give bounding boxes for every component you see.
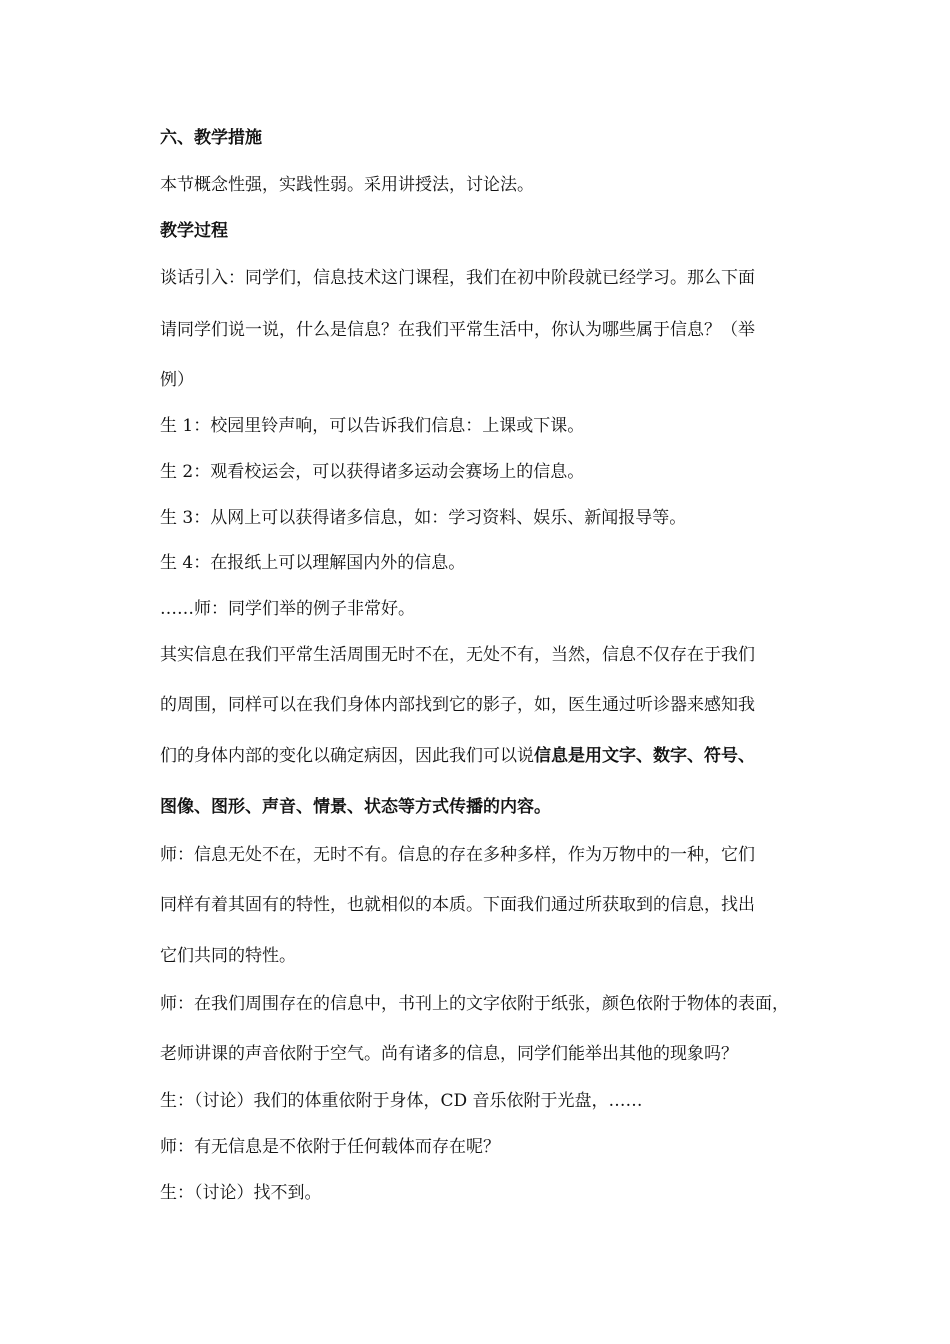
intro-line-2: 请同学们说一说，什么是信息？在我们平常生活中，你认为哪些属于信息？（举 <box>160 320 755 340</box>
para3-line-1: 师：在我们周围存在的信息中，书刊上的文字依附于纸张，颜色依附于物体的表面， <box>160 994 789 1014</box>
teacher-praise: ……师：同学们举的例子非常好。 <box>160 599 415 619</box>
student-answer-4: 生 4：在报纸上可以理解国内外的信息。 <box>160 553 466 573</box>
student-answer-2: 生 2：观看校运会，可以获得诸多运动会赛场上的信息。 <box>160 462 585 482</box>
para2-line-1: 师：信息无处不在，无时不有。信息的存在多种多样，作为万物中的一种，它们 <box>160 845 755 865</box>
measures-text: 本节概念性强，实践性弱。采用讲授法，讨论法。 <box>160 175 534 195</box>
dialogue-teacher-question: 师：有无信息是不依附于任何载体而存在呢？ <box>160 1137 500 1157</box>
definition-bold-part-1: 信息是用文字、数字、符号、 <box>534 746 755 766</box>
dialogue-student-discussion-1: 生：（讨论）我们的体重依附于身体，CD 音乐依附于光盘，…… <box>160 1091 643 1111</box>
para1-line-3 <box>160 744 755 768</box>
para1-line-1: 其实信息在我们平常生活周围无时不在，无处不有，当然，信息不仅存在于我们 <box>160 645 755 665</box>
para3-line-2: 老师讲课的声音依附于空气。尚有诸多的信息，同学们能举出其他的现象吗？ <box>160 1044 738 1064</box>
heading-teaching-process: 教学过程 <box>160 221 228 241</box>
heading-teaching-measures: 六、教学措施 <box>160 128 262 148</box>
intro-line-3: 例） <box>160 370 194 390</box>
para2-line-3: 它们共同的特性。 <box>160 946 296 966</box>
definition-bold-part-2: 图像、图形、声音、情景、状态等方式传播的内容。 <box>160 797 551 817</box>
intro-line-1: 谈话引入：同学们，信息技术这门课程，我们在初中阶段就已经学习。那么下面 <box>160 268 755 288</box>
para1-line-3-normal: 们的身体内部的变化以确定病因，因此我们可以说 <box>160 746 534 766</box>
para1-line-2: 的周围，同样可以在我们身体内部找到它的影子，如，医生通过听诊器来感知我 <box>160 695 755 715</box>
dialogue-student-discussion-2: 生：（讨论）找不到。 <box>160 1183 322 1203</box>
para2-line-2: 同样有着其固有的特性，也就相似的本质。下面我们通过所获取到的信息，找出 <box>160 895 755 915</box>
student-answer-3: 生 3：从网上可以获得诸多信息，如：学习资料、娱乐、新闻报导等。 <box>160 508 687 528</box>
student-answer-1: 生 1：校园里铃声响，可以告诉我们信息：上课或下课。 <box>160 416 585 436</box>
